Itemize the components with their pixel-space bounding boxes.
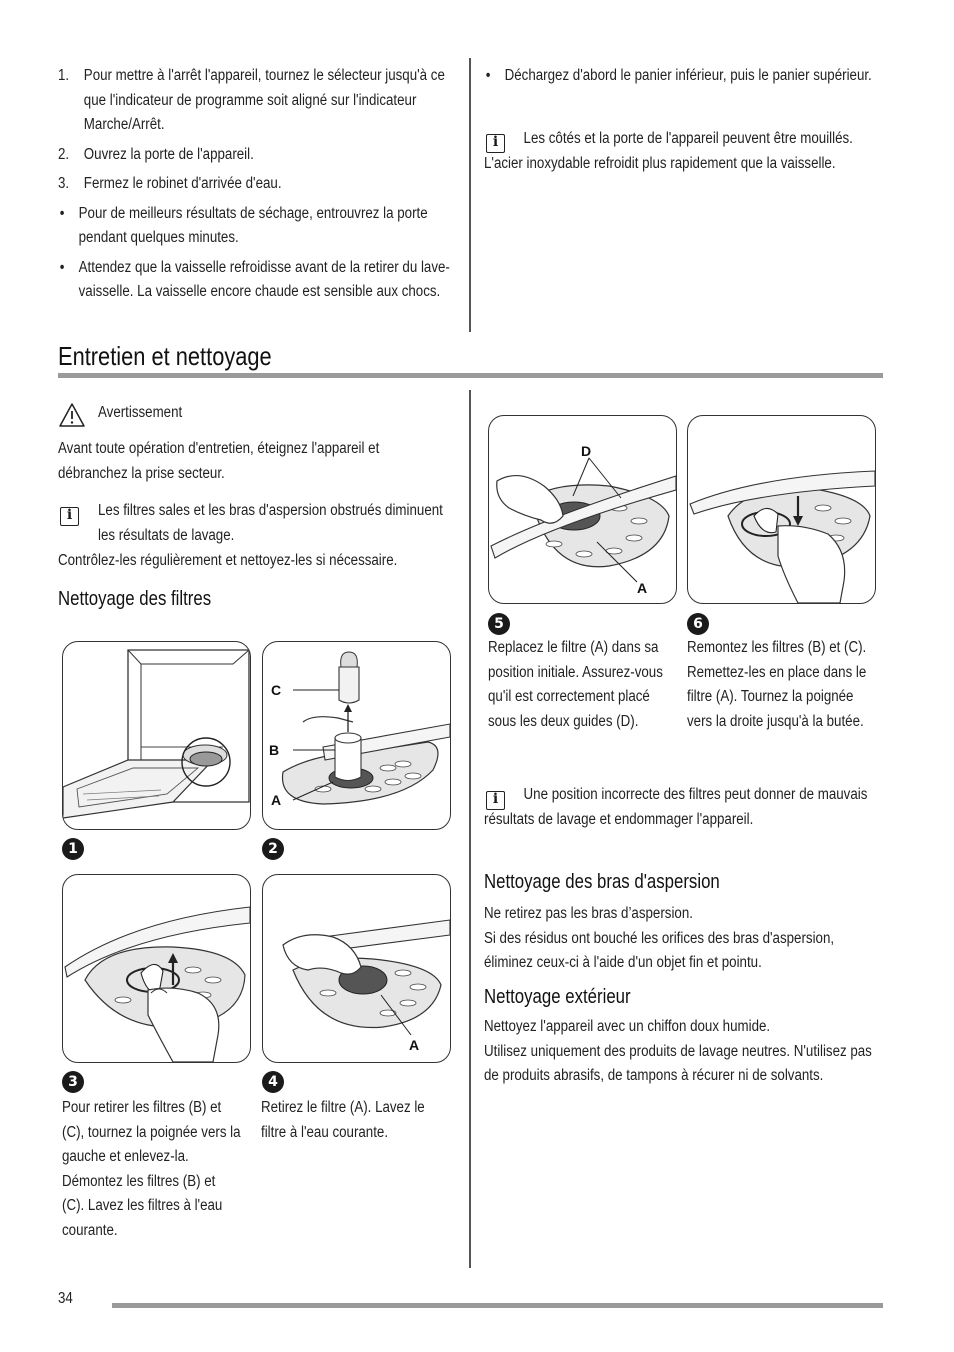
label-b: B — [269, 742, 280, 758]
numbered-step-3: 3. Fermez le robinet d'arrivée d'eau. — [58, 175, 282, 192]
exterior-line-1: Nettoyez l'appareil avec un chiffon doux humide. — [484, 1018, 771, 1035]
top-right-column — [484, 64, 880, 94]
section-title: Entretien et nettoyage — [58, 341, 272, 371]
figure-1-dishwasher — [62, 641, 251, 830]
info-filters-followup: Contrôlez-les régulièrement et nettoyez-les si nécessaire. — [58, 552, 398, 569]
warning-icon — [58, 402, 86, 428]
info-icon: i — [486, 134, 505, 153]
spray-arms-line-1: Ne retirez pas les bras d’aspersion. — [484, 905, 693, 922]
top-left-column — [58, 64, 454, 310]
label-a: A — [409, 1037, 420, 1053]
label-a: A — [637, 580, 648, 596]
step-1-badge: 1 — [62, 838, 84, 860]
step-5-badge: 5 — [488, 613, 510, 635]
bullet-cooling: • Attendez que la vaisselle refroidisse avant de la retirer du lave-vaisselle. La vaisselle encore chaude est sensible aux chocs. — [58, 256, 454, 305]
filters-heading: Nettoyage des filtres — [58, 588, 212, 610]
figure-3-turn-handle — [62, 874, 251, 1063]
info-icon: i — [60, 507, 79, 526]
info-icon: i — [486, 791, 505, 810]
column-divider-main — [469, 390, 471, 1268]
figure-6-caption: Remontez les filtres (B) et (C). Remettez-les en place dans le filtre (A). Tournez la poignée vers la droite jusqu'à la butée. — [687, 639, 867, 730]
step-6-badge: 6 — [687, 613, 709, 635]
bullet-icon: • — [59, 258, 65, 276]
label-c: C — [271, 682, 282, 698]
figure-5-replace-filter — [488, 415, 677, 604]
figure-2-filters — [262, 641, 451, 830]
section-rule — [58, 373, 883, 378]
step-4-badge: 4 — [262, 1071, 284, 1093]
bullet-drying: • Pour de meilleurs résultats de séchage, entrouvrez la porte pendant quelques minutes. — [58, 202, 454, 251]
page-number: 34 — [58, 1290, 73, 1307]
bullet-icon: • — [485, 67, 491, 84]
figure-4-caption: Retirez le filtre (A). Lavez le filtre à l'eau courante. — [261, 1099, 425, 1141]
numbered-step-2: 2. Ouvrez la porte de l'appareil. — [58, 145, 254, 163]
label-a: A — [271, 792, 282, 808]
exterior-text — [484, 1015, 880, 1089]
label-d: D — [581, 443, 592, 459]
figure-5-caption: Replacez le filtre (A) dans sa position initiale. Assurez-vous qu'il est correctement placé sous les deux guides (D). — [488, 639, 663, 730]
spray-arms-line-2: Si des résidus ont bouché les orifices des bras d'aspersion, éliminez ceux-ci à l'aide d'un objet fin et pointu. — [484, 929, 835, 971]
exterior-line-2: Utilisez uniquement des produits de lavage neutres. N'utilisez pas de produits abrasifs, de tampons à récurer ni de solvants. — [484, 1042, 872, 1084]
bullet-icon: • — [59, 204, 65, 222]
figure-6-reassemble — [687, 415, 876, 604]
spray-arms-text — [484, 902, 880, 976]
info-position-text: Une position incorrecte des filtres peut donner de mauvais résultats de lavage et endommager l'appareil. — [484, 786, 868, 828]
warning-text: Avant toute opération d'entretien, éteignez l'appareil et débranchez la prise secteur. — [58, 440, 380, 482]
warning-title: Avertissement — [98, 404, 183, 421]
step-2-badge: 2 — [262, 838, 284, 860]
info-filters-text: Les filtres sales et les bras d'aspersion obstrués diminuent les résultats de lavage. — [98, 502, 443, 544]
spray-arms-heading: Nettoyage des bras d'aspersion — [484, 871, 720, 893]
step-3-badge: 3 — [62, 1071, 84, 1093]
figure-3-caption: Pour retirer les filtres (B) et (C), tournez la poignée vers la gauche et enlevez-la. Démontez les filtres (B) et (C). Lavez les filtres à l'eau courante. — [62, 1099, 241, 1239]
info-wet-sides: Les côtés et la porte de l'appareil peuvent être mouillés. L'acier inoxydable refroidit plus rapidement que la vaisselle. — [484, 130, 853, 172]
exterior-heading: Nettoyage extérieur — [484, 986, 631, 1008]
figure-4-remove-filter — [262, 874, 451, 1063]
bullet-unload: • Déchargez d'abord le panier inférieur, puis le panier supérieur. — [484, 64, 880, 89]
numbered-step-1: 1. Pour mettre à l'arrêt l'appareil, tournez le sélecteur jusqu'à ce que l'indicateur de programme soit aligné sur l'indicateur Marche/Arrêt. — [58, 67, 445, 133]
column-divider-top — [469, 58, 471, 332]
footer-rule — [112, 1303, 883, 1308]
